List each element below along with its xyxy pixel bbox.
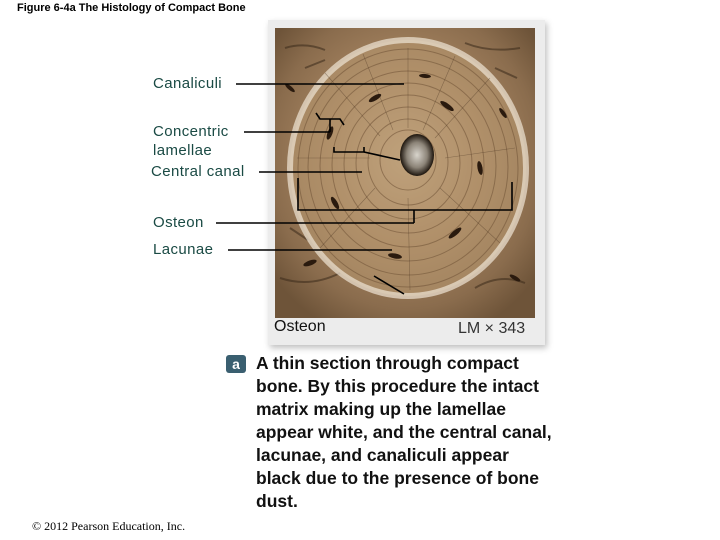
label-concentric-line2: lamellae (153, 142, 213, 159)
figure-title: Figure 6-4a The Histology of Compact Bone (17, 2, 246, 14)
bone-micrograph-image (275, 28, 535, 318)
copyright-notice: © 2012 Pearson Education, Inc. (32, 519, 186, 533)
label-central-canal: Central canal (151, 163, 245, 180)
label-concentric-line1: Concentric (153, 123, 229, 140)
image-caption-osteon: Osteon (274, 318, 326, 335)
micrograph-panel (268, 20, 545, 345)
label-canaliculi: Canaliculi (153, 75, 223, 92)
label-osteon: Osteon (153, 214, 204, 231)
panel-badge: a (226, 355, 246, 373)
figure-caption: A thin section through compact bone. By this procedure the intact matrix making up the lamellae appear white, and the central canal, lacunae, and canaliculi appear black due to the presence of bone dust. (256, 353, 552, 511)
label-lacunae: Lacunae (153, 241, 214, 258)
magnification-label: LM × 343 (458, 320, 526, 337)
